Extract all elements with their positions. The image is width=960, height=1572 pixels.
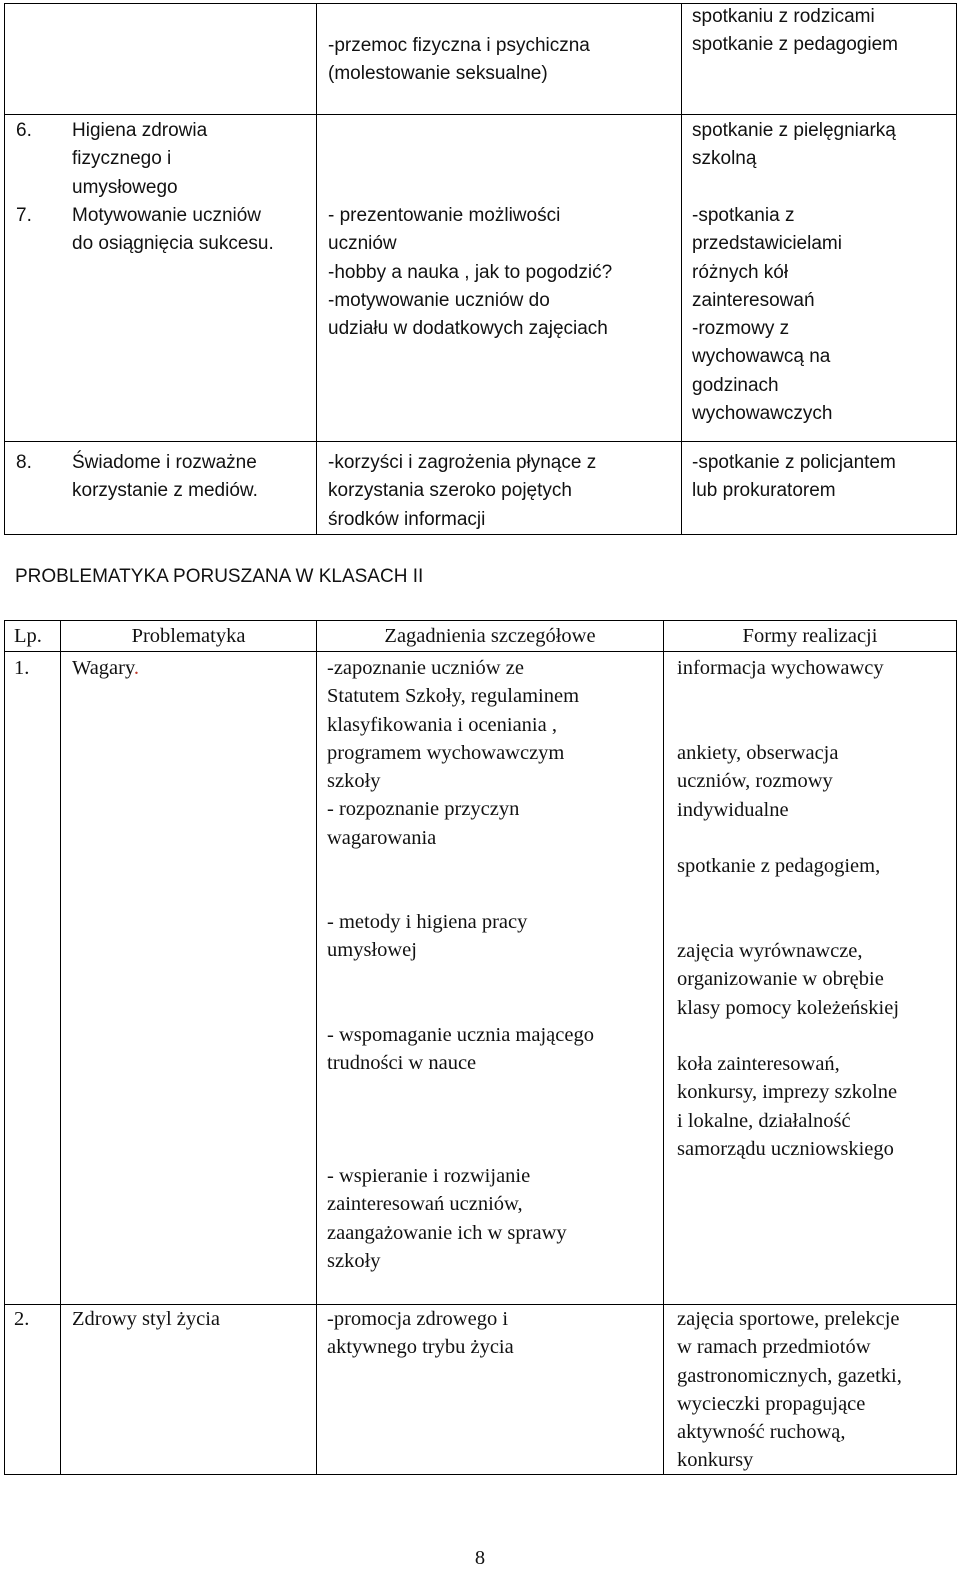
table-border xyxy=(956,620,957,1475)
column-header-forms xyxy=(664,622,956,650)
table-cell-forms: ankiety, obserwacja uczniów, rozmowy indywidualne xyxy=(677,742,839,821)
table-cell-details: -przemoc fizyczna i psychiczna (molestowanie seksualne) xyxy=(328,35,590,85)
table-cell-number: 1. xyxy=(14,657,30,679)
table-cell-forms: -spotkanie z policjantem lub prokuratorem xyxy=(692,452,896,502)
table-border xyxy=(956,3,957,535)
table-cell-topic: Higiena zdrowia fizycznego i umysłowego xyxy=(72,120,208,198)
table-cell-number: 7. xyxy=(16,205,32,226)
table-cell-number: 6. xyxy=(16,120,32,141)
table-border xyxy=(4,441,957,442)
table-cell-forms: spotkaniu z rodzicami spotkanie z pedagogiem xyxy=(692,6,898,56)
column-header-details-label: Zagadnienia szczegółowe xyxy=(384,625,596,647)
table-cell-details: -promocja zdrowego i aktywnego trybu życia xyxy=(327,1308,514,1359)
table-border xyxy=(60,620,61,1475)
table-cell-topic: Zdrowy styl życia xyxy=(72,1308,221,1330)
column-header-topic-label: Problematyka xyxy=(131,625,246,647)
table-border xyxy=(4,3,5,535)
topic-dot: . xyxy=(133,657,140,679)
table-border xyxy=(4,114,957,115)
table-cell-details: -zapoznanie uczniów ze Statutem Szkoły, regulaminem klasyfikowania i oceniania , programem wychowawczym szkoły - rozpoznanie przyczyn wagarowania xyxy=(327,657,580,849)
table-cell-forms: zajęcia sportowe, prelekcje w ramach przedmiotów gastronomicznych, gazetki, wycieczki propagujące aktywność ruchową, konkursy xyxy=(677,1308,902,1472)
table-border xyxy=(663,620,664,1475)
table-cell-number: 2. xyxy=(14,1308,30,1330)
table-cell-number: 8. xyxy=(16,452,32,473)
table-border xyxy=(4,620,957,621)
column-header-details xyxy=(317,622,663,650)
table-cell-forms: informacja wychowawcy xyxy=(677,657,884,679)
table-border xyxy=(316,3,317,535)
table-cell-forms: spotkanie z pedagogiem, xyxy=(677,855,881,877)
table-cell-topic xyxy=(72,654,139,682)
table-cell-forms: koła zainteresowań, konkursy, imprezy szkolne i lokalne, działalność samorządu uczniowskiego xyxy=(677,1053,898,1160)
table-border xyxy=(681,3,682,535)
table-cell-topic: Motywowanie uczniów do osiągnięcia sukcesu. xyxy=(72,205,274,255)
table-cell-forms: spotkanie z pielęgniarką szkolną xyxy=(692,120,896,170)
table-cell-details: -korzyści i zagrożenia płynące z korzystania szeroko pojętych środków informacji xyxy=(328,452,597,530)
table-cell-topic-text: Wagary xyxy=(72,657,134,679)
table-border xyxy=(316,620,317,1475)
table-cell-details: - wspomaganie ucznia mającego trudności w nauce xyxy=(327,1024,594,1075)
table-border xyxy=(4,651,957,652)
table-cell-topic: Świadome i rozważne korzystanie z mediów. xyxy=(72,452,258,502)
page-number: 8 xyxy=(474,1547,486,1569)
table-cell-forms: zajęcia wyrównawcze, organizowanie w obrębie klasy pomocy koleżeńskiej xyxy=(677,940,900,1019)
table-cell-details: - wspieranie i rozwijanie zainteresowań uczniów, zaangażowanie ich w sprawy szkoły xyxy=(327,1165,567,1272)
table-cell-details: - prezentowanie możliwości uczniów -hobby a nauka , jak to pogodzić? -motywowanie uczniów do udziału w dodatkowych zajęciach xyxy=(328,205,613,340)
column-header-forms-label: Formy realizacji xyxy=(742,625,878,647)
section-heading: PROBLEMATYKA PORUSZANA W KLASACH II xyxy=(15,566,424,587)
table-cell-forms: -spotkania z przedstawicielami różnych kół zainteresowań -rozmowy z wychowawcą na godzinach wychowawczych xyxy=(692,205,842,425)
table-border xyxy=(4,534,957,535)
column-header-topic xyxy=(61,622,316,650)
table-cell-details: - metody i higiena pracy umysłowej xyxy=(327,911,528,962)
table-border xyxy=(4,620,5,1475)
column-header-lp: Lp. xyxy=(14,625,42,647)
